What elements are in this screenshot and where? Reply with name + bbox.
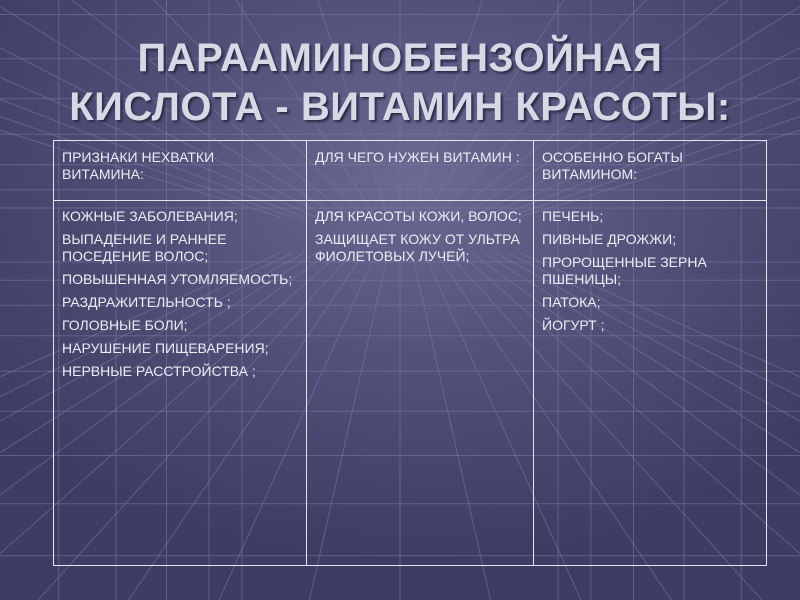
list-item: НЕРВНЫЕ РАССТРОЙСТВА ; [62, 363, 256, 379]
list-item: НАРУШЕНИЕ ПИЩЕВАРЕНИЯ; [62, 340, 269, 356]
header-deficiency-signs: ПРИЗНАКИ НЕХВАТКИ ВИТАМИНА: [54, 141, 307, 201]
header-purpose: ДЛЯ ЧЕГО НУЖЕН ВИТАМИН : [307, 141, 534, 201]
cell-rich-sources [534, 201, 767, 566]
list-item: ЙОГУРТ ; [542, 317, 605, 333]
list-item: ВЫПАДЕНИЕ И РАННЕЕ ПОСЕДЕНИЕ ВОЛОС; [62, 231, 227, 264]
cell-deficiency-signs [54, 201, 307, 566]
table-header-row [54, 141, 767, 201]
list-item: РАЗДРАЖИТЕЛЬНОСТЬ ; [62, 294, 231, 310]
table-body-row [54, 201, 767, 566]
list-item: ЗАЩИЩАЕТ КОЖУ ОТ УЛЬТРА ФИОЛЕТОВЫХ ЛУЧЕЙ; [315, 231, 520, 264]
list-item: ПАТОКА; [542, 294, 601, 310]
slide-title-line-2: КИСЛОТА - ВИТАМИН КРАСОТЫ: [69, 85, 731, 129]
list-item: ГОЛОВНЫЕ БОЛИ; [62, 317, 188, 333]
list-item: ПИВНЫЕ ДРОЖЖИ; [542, 231, 677, 247]
list-item: ПРОРОЩЕННЫЕ ЗЕРНА ПШЕНИЦЫ; [542, 254, 707, 287]
list-item: ПЕЧЕНЬ; [542, 208, 604, 224]
list-item: КОЖНЫЕ ЗАБОЛЕВАНИЯ; [62, 208, 238, 224]
list-item: ДЛЯ КРАСОТЫ КОЖИ, ВОЛОС; [315, 208, 522, 224]
vitamin-info-table [53, 140, 767, 566]
list-item: ПОВЫШЕННАЯ УТОМЛЯЕМОСТЬ; [62, 271, 293, 287]
slide-title [0, 34, 800, 132]
header-rich-sources: ОСОБЕННО БОГАТЫ ВИТАМИНОМ: [534, 141, 767, 201]
cell-purpose [307, 201, 534, 566]
slide-title-line-1: ПАРААМИНОБЕНЗОЙНАЯ [137, 36, 663, 80]
